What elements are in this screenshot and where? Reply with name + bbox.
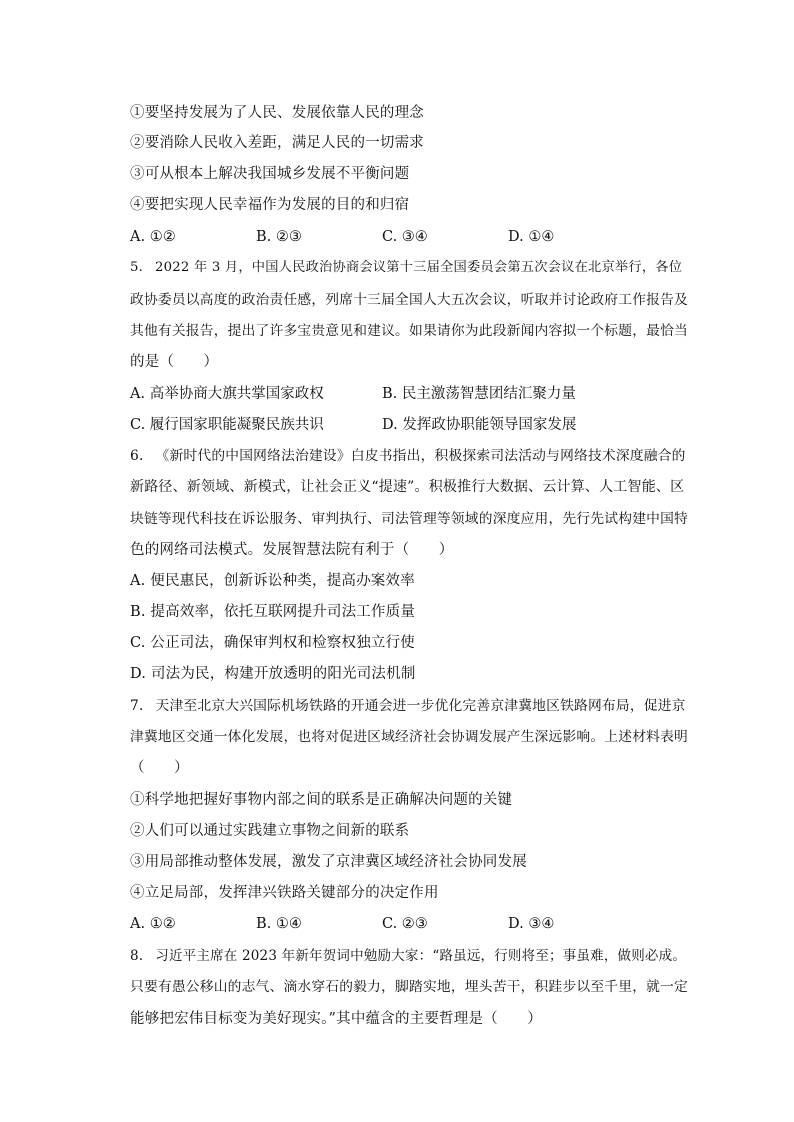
q4-option-c: C. ③④ [382, 229, 428, 245]
q7-statement-2: ②人们可以通过实践建立事物之间新的联系 [130, 823, 410, 839]
q7-statement-1: ①科学地把握好事物内部之间的联系是正确解决问题的关键 [130, 792, 513, 808]
q6-option-b: B. 提高效率，依托互联网提升司法工作质量 [130, 604, 416, 620]
q8-stem-line-3: 能够把宏伟目标变为美好现实。”其中蕴含的主要哲理是（ ） [130, 1011, 542, 1027]
q5-number: 5. [130, 260, 144, 275]
q7-option-a: A. ①② [130, 916, 176, 932]
q4-statement-4: ④要把实现人民幸福作为发展的目的和归宿 [130, 197, 410, 213]
q6-stem-line-2: 新路径、新领域、新模式，让社会正义“提速”。积极推行大数据、云计算、人工智能、区 [130, 479, 685, 495]
q6-stem-line-3: 块链等现代科技在诉讼服务、审判执行、司法管理等领域的深度应用，先行先试构建中国特 [130, 511, 689, 527]
q7-option-d: D. ③④ [508, 916, 555, 932]
q7-stem-line-2: 津冀地区交通一体化发展，也将对促进区域经济社会协调发展产生深远影响。上述材料表明 [130, 729, 689, 745]
q6-stem-text-1: 《新时代的中国网络法治建设》白皮书指出，积极探索司法活动与网络技术深度融合的 [155, 448, 686, 464]
q4-option-d: D. ①④ [508, 229, 555, 245]
q6-number: 6. [130, 448, 144, 464]
q5-option-a: A. 高举协商大旗共掌国家政权 [130, 386, 324, 402]
q5-option-b: B. 民主激荡智慧团结汇聚力量 [382, 386, 576, 402]
q7-stem-line-3: （ ） [130, 760, 189, 776]
q5-options-row-2 [130, 415, 690, 435]
q8-stem-text-1: 习近平主席在 2023 年新年贺词中勉励大家：“路虽远，行则将至；事虽难，做则必成。 [155, 948, 687, 964]
q7-option-c: C. ②③ [382, 916, 428, 932]
q7-option-b: B. ①④ [256, 916, 302, 932]
q6-option-c: C. 公正司法，确保审判权和检察权独立行使 [130, 635, 415, 651]
q6-option-d: D. 司法为民，构建开放透明的阳光司法机制 [130, 666, 416, 682]
q8-stem-line-1 [130, 946, 686, 966]
q5-option-c: C. 履行国家职能凝聚民族共识 [130, 417, 324, 433]
q5-stem-line-4: 的是（ ） [130, 354, 219, 370]
q5-stem-line-2: 政协委员以高度的政治责任感，列席十三届全国人大五次会议，听取并讨论政府工作报告及 [130, 292, 689, 308]
q6-stem-line-1 [130, 446, 686, 466]
q5-stem-line-3: 其他有关报告，提出了许多宝贵意见和建议。如果请你为此段新闻内容拟一个标题，最恰当 [130, 323, 689, 339]
q5-stem-line-1 [130, 258, 682, 278]
q4-options [130, 227, 690, 247]
q6-option-a: A. 便民惠民，创新诉讼种类，提高办案效率 [130, 573, 415, 589]
q7-number: 7. [130, 698, 144, 714]
q5-stem-text-1: 2022 年 3 月，中国人民政治协商会议第十三届全国委员会第五次会议在北京举行，各位 [155, 260, 683, 275]
q4-option-a: A. ①② [130, 229, 176, 245]
q4-option-b: B. ②③ [256, 229, 302, 245]
q5-option-d: D. 发挥政协职能领导国家发展 [382, 417, 577, 433]
q6-stem-line-4: 色的网络司法模式。发展智慧法院有利于（ ） [130, 542, 454, 558]
q7-stem-line-1 [130, 696, 686, 716]
q7-statement-3: ③用局部推动整体发展，激发了京津冀区域经济社会协同发展 [130, 854, 527, 870]
q4-statement-1: ①要坚持发展为了人民、发展依靠人民的理念 [130, 105, 424, 121]
q4-statement-2: ②要消除人民收入差距，满足人民的一切需求 [130, 135, 424, 151]
q5-options-row-1 [130, 384, 690, 404]
q7-options [130, 914, 690, 934]
q7-statement-4: ④立足局部，发挥津兴铁路关键部分的决定作用 [130, 885, 439, 901]
q8-number: 8. [130, 948, 144, 964]
q4-statement-3: ③可从根本上解决我国城乡发展不平衡问题 [130, 166, 410, 182]
q7-stem-text-1: 天津至北京大兴国际机场铁路的开通会进一步优化完善京津冀地区铁路网布局，促进京 [155, 698, 686, 714]
q8-stem-line-2: 只要有愚公移山的志气、滴水穿石的毅力，脚踏实地，埋头苦干，积跬步以至千里，就一定 [130, 979, 689, 995]
